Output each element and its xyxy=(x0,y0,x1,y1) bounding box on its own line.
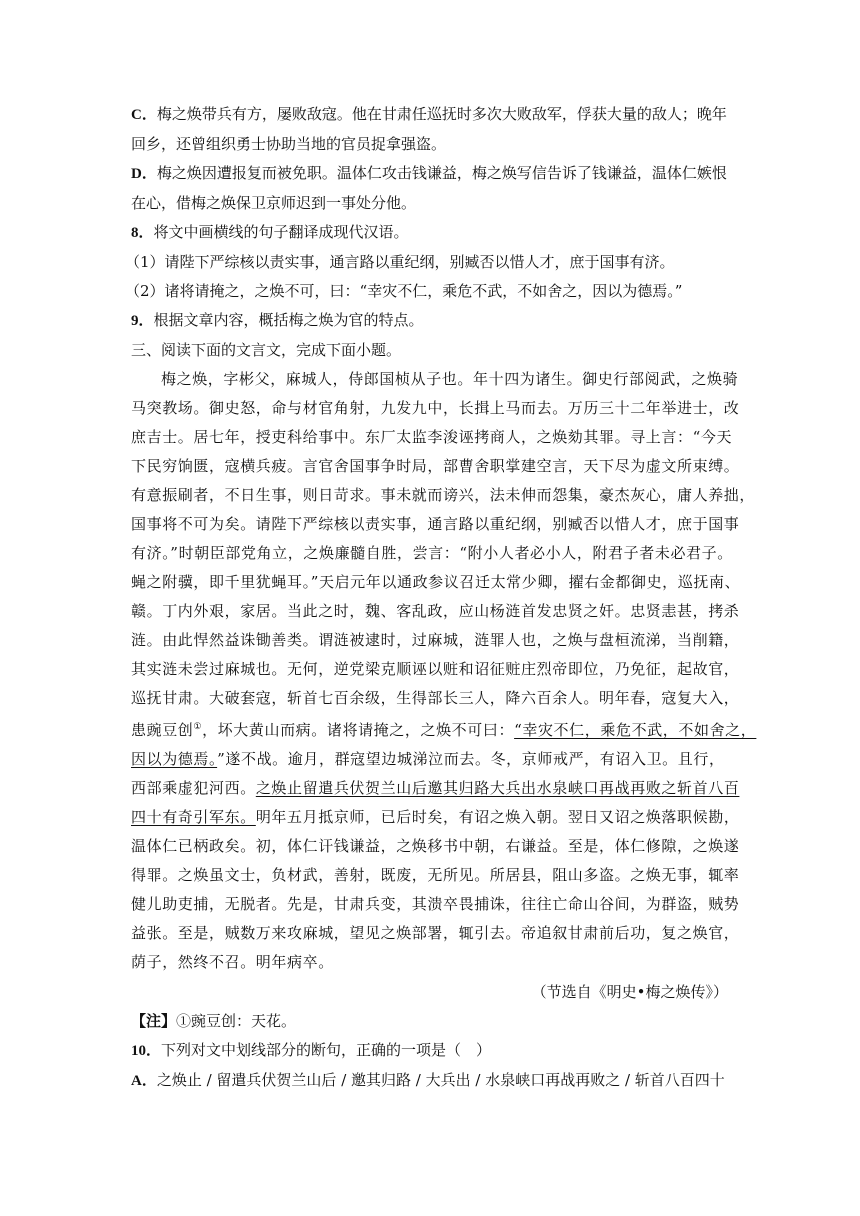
passage-line: 荫子，然终不召。明年病卒。 xyxy=(131,953,334,971)
passage-line: 有意振刷者，不日生事，则日苛求。事未就而谤兴，法未伸而怨集，豪杰灰心，庸人养拙， xyxy=(131,486,756,504)
passage-line: 健儿助吏捕，无脱者。先是，甘肃兵变，其溃卒畏捕诛，往往亡命山谷间，为群盗，贼势 xyxy=(131,895,740,913)
passage-line: 四十有奇引军东。明年五月抵京师，已后时矣，有诏之焕入朝。翌日又诏之焕落职候勘， xyxy=(131,808,740,826)
footnote: 【注】①豌豆创：天花。 xyxy=(131,1012,297,1030)
option-c-line1: C．梅之焕带兵有方，屡败敌寇。他在甘肃任巡抚时多次大败敌军，俘获大量的敌人；晚年 xyxy=(131,105,727,123)
passage-line: 温体仁已柄政矣。初，体仁讦钱谦益，之焕移书中朝，右谦益。至是，体仁修隙，之焕遂 xyxy=(131,837,740,855)
option-c-line2: 回乡，还曾组织勇士协助当地的官员捉拿强盗。 xyxy=(131,135,447,153)
question-8-sub1: （1）请陛下严综核以责实事，通言路以重纪纲，别臧否以惜人才，庶于国事有济。 xyxy=(125,253,675,271)
passage-line: 巡抚甘肃。大破套寇，斩首七百余级，生得部长三人，降六百余人。明年春，寇复大入， xyxy=(131,689,740,707)
passage-line: 患豌豆创①，坏大黄山而病。诸将请掩之，之焕不可曰：“幸灾不仁，乘危不武，不如舍之， xyxy=(131,721,757,739)
question-10-number: 10． xyxy=(131,1043,162,1059)
passage-line: 因以为德焉。”遂不战。逾月，群寇望边城涕泣而去。冬，京师戒严，有诏入卫。且行， xyxy=(131,750,725,768)
option-a: A．之焕止 / 留遣兵伏贺兰山后 / 邀其归路 / 大兵出 / 水泉峡口再战再败之 / 斩首八百四十 xyxy=(131,1071,725,1089)
passage-line: 得罪。之焕虽文士，负材武，善射，既废，无所见。所居县，阻山多盗。之焕无事，辄率 xyxy=(131,866,740,884)
passage-line: 蝇之附骥，即千里犹蝇耳。”天启元年以通政参议召迁太常少卿，擢右金都御史，巡抚南、 xyxy=(131,573,741,591)
classical-passage xyxy=(131,365,757,1007)
passage-line: 马突教场。御史怒，命与材官角射，九发九中，长揖上马而去。万历三十二年举进士，改 xyxy=(131,399,740,417)
question-9: 9．根据文章内容，概括梅之焕为官的特点。 xyxy=(131,311,424,329)
option-c-letter: C． xyxy=(131,107,157,123)
question-10: 10．下列对文中划线部分的断句，正确的一项是（ ） xyxy=(131,1041,492,1059)
passage-line: 梅之焕，字彬父，麻城人，侍郎国桢从子也。年十四为诸生。御史行部阅武，之焕骑 xyxy=(161,370,739,388)
underlined-sentence: 因以为德焉。 xyxy=(131,750,218,768)
option-d-line2: 在心，借梅之焕保卫京师迟到一事处分他。 xyxy=(131,194,417,212)
passage-line: 西部乘虚犯河西。之焕止留遣兵伏贺兰山后邀其归路大兵出水泉峡口再战再败之斩首八百 xyxy=(131,779,740,797)
footnote-marker: ① xyxy=(193,722,203,732)
question-8: 8．将文中画横线的句子翻译成现代汉语。 xyxy=(131,223,409,241)
section-3-title: 三、阅读下面的文言文，完成下面小题。 xyxy=(131,341,402,359)
passage-line: 赣。丁内外艰，家居。当此之时，魏、客乱政，应山杨涟首发忠贤之奸。忠贤恚甚，拷杀 xyxy=(131,602,740,620)
underlined-sentence: “幸灾不仁，乘危不武，不如舍之， xyxy=(514,721,757,739)
passage-source: （节选自《明史•梅之焕传》） xyxy=(531,983,728,1001)
underlined-sentence: 之焕止留遣兵伏贺兰山后邀其归路大兵出水泉峡口再战再败之斩首八百 xyxy=(255,779,740,797)
question-8-number: 8． xyxy=(131,225,154,241)
passage-line: 有济。”时朝臣部党角立，之焕廉髓自胜，尝言：“附小人者必小人，附君子者未必君子。 xyxy=(131,544,733,562)
passage-line: 涟。由此悍然益诛锄善类。谓涟被逮时，过麻城，涟罪人也，之焕与盘桓流涕，当削籍， xyxy=(131,631,740,649)
passage-line: 庶吉士。居七年，授吏科给事中。东厂太监李浚诬拷商人，之焕劾其罪。寻上言：“今天 xyxy=(131,428,733,446)
passage-line: 下民穷饷匮，寇横兵疲。言官舍国事争时局，部曹舍职掌建空言，天下尽为虚文所束缚。 xyxy=(131,457,740,475)
passage-line: 国事将不可为矣。请陛下严综核以责实事，通言路以重纪纲，别臧否以惜人才，庶于国事 xyxy=(131,515,740,533)
option-a-letter: A． xyxy=(131,1073,157,1089)
question-9-number: 9． xyxy=(131,313,154,329)
underlined-sentence: 四十有奇引军东。 xyxy=(131,808,256,826)
footnote-label: 【注】 xyxy=(131,1012,177,1030)
question-8-sub2: （2）诸将请掩之，之焕不可，曰：“幸灾不仁，乘危不武，不如舍之，因以为德焉。” xyxy=(125,282,683,300)
option-d-letter: D． xyxy=(131,166,157,182)
option-d-line1: D．梅之焕因遭报复而被免职。温体仁攻击钱谦益，梅之焕写信告诉了钱谦益，温体仁嫉恨 xyxy=(131,164,727,182)
passage-line: 其实涟未尝过麻城也。无何，逆党梁克顺诬以赃和诏征赃庄烈帝即位，乃免征，起故官， xyxy=(131,660,740,678)
passage-line: 益张。至是，贼数万来攻麻城，望见之焕部署，辄引去。帝追叙甘肃前后功，复之焕官， xyxy=(131,924,740,942)
